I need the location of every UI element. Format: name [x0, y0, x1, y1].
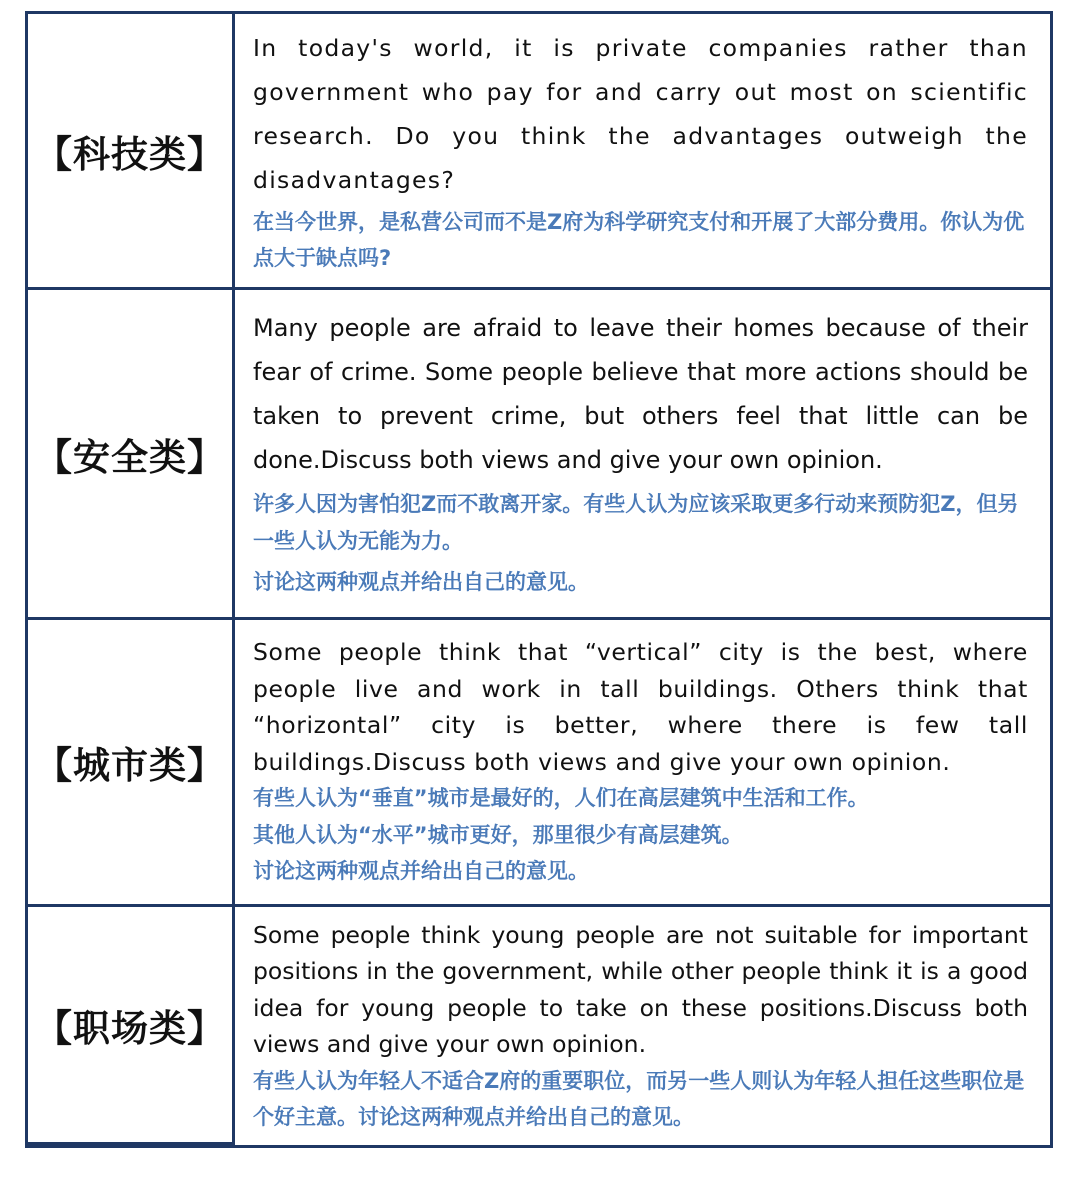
topic-chinese-text: 许多人因为害怕犯Z而不敢离开家。有些人认为应该采取更多行动来预防犯Z，但另一些人认为无能为力。 — [253, 492, 1019, 553]
topic-chinese-text: 讨论这两种观点并给出自己的意见。 — [253, 859, 589, 884]
topic-chinese-text: 有些人认为“垂直”城市是最好的，人们在高层建筑中生活和工作。 — [253, 786, 869, 811]
essay-topics-table — [25, 11, 1053, 1148]
category-label: 【职场类】 — [35, 1006, 225, 1050]
topic-english-text: Many people are afraid to leave their homes because of their fear of crime. Some people believe that more actions should be taken to prevent crime, but others feel that little can be done.Discuss both views and give your own opinion. — [253, 314, 1028, 474]
category-cell-city — [28, 620, 235, 907]
category-label: 【科技类】 — [35, 132, 225, 176]
topic-chinese-text: 在当今世界，是私营公司而不是Z府为科学研究支付和开展了大部分费用。你认为优点大于缺点吗? — [253, 209, 1025, 270]
category-cell-safety — [28, 290, 235, 620]
topic-cell-workplace — [235, 907, 1050, 1145]
topic-chinese-text: 其他人认为“水平”城市更好，那里很少有高层建筑。 — [253, 822, 743, 847]
topic-chinese-text: 有些人认为年轻人不适合Z府的重要职位，而另一些人则认为年轻人担任这些职位是个好主意。讨论这两种观点并给出自己的意见。 — [253, 1068, 1025, 1129]
topic-english-text: Some people think young people are not suitable for important positions in the government, while other people think it is a good idea for young people to take on these positions.Discuss both views and give your own opinion. — [253, 920, 1028, 1058]
category-cell-workplace — [28, 907, 235, 1145]
category-cell-tech — [28, 14, 235, 290]
topic-cell-city — [235, 620, 1050, 907]
topic-english-text: In today's world, it is private companies rather than government who pay for and carry out most on scientific research. Do you think the advantages outweigh the disadvantages? — [253, 33, 1028, 194]
category-label: 【城市类】 — [35, 744, 225, 787]
topic-english-text: Some people think that “vertical” city is the best, where people live and work in tall buildings. Others think that “horizontal” city is better, where there is few tall buildings.Discuss both views and give your own opinion. — [253, 638, 1028, 776]
topic-cell-safety — [235, 290, 1050, 620]
topic-chinese-text: 讨论这两种观点并给出自己的意见。 — [253, 570, 589, 594]
category-label: 【安全类】 — [35, 435, 225, 479]
topic-cell-tech — [235, 14, 1050, 290]
